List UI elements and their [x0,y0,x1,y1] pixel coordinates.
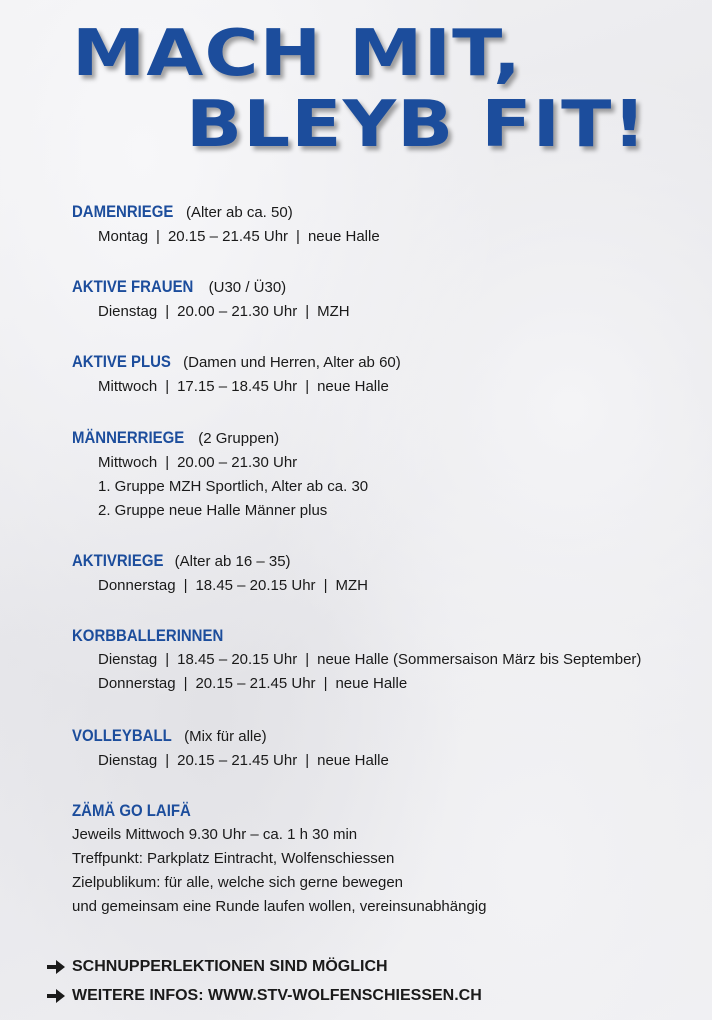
footer [46,952,666,1010]
section-aktive-frauen [72,275,692,324]
section-note: (U30 / Ü30) [208,279,287,296]
section-title [72,426,692,451]
section-name: DAMENRIEGE [72,202,174,221]
section-name: AKTIVRIEGE [72,551,164,570]
section-aktive-plus [72,350,692,399]
section-maennerriege [72,426,692,523]
section-damenriege [72,200,692,249]
time: 20.15 – 21.45 Uhr [177,752,298,769]
day: Dienstag [98,651,158,668]
schedule-line: Mittwoch | 17.15 – 18.45 Uhr | neue Halle [98,378,389,395]
footer-item-infos [46,981,666,1010]
section-note: (Alter ab ca. 50) [185,204,293,221]
schedule-line [72,499,692,523]
headline-line-2: BLEYB FIT! [186,88,648,162]
section-korbballerinnen [72,624,692,696]
location: MZH [335,577,368,594]
day: Mittwoch [98,378,158,395]
section-title [72,275,692,300]
day: Donnerstag [98,675,176,692]
schedule-line: Donnerstag | 20.15 – 21.45 Uhr | neue Halle [98,675,408,692]
section-name: MÄNNERRIEGE [72,428,185,447]
day: Donnerstag [98,577,176,594]
time: 20.00 – 21.30 Uhr [177,454,298,471]
headline-line-1: MACH MIT, [72,17,523,91]
section-zaemae-go-laifae [72,799,692,919]
location: neue Halle [317,752,389,769]
section-note: (Damen und Herren, Alter ab 60) [183,354,401,371]
section-name: KORBBALLERINNEN [72,626,224,645]
info-line: Treffpunkt: Parkplatz Eintracht, Wolfenschiessen [72,850,395,867]
schedule-line [72,475,692,499]
section-name: AKTIVE FRAUEN [72,277,194,296]
day: Montag [98,228,149,245]
schedule-line: Donnerstag | 18.45 – 20.15 Uhr | MZH [98,577,368,594]
section-name: AKTIVE PLUS [72,352,171,371]
arrow-right-icon [46,988,66,1004]
location: neue Halle (Sommersaison März bis September) [317,651,642,668]
info-line: Jeweils Mittwoch 9.30 Uhr – ca. 1 h 30 min [72,826,358,843]
day: Mittwoch [98,454,158,471]
day: Dienstag [98,303,158,320]
footer-text: SCHNUPPERLEKTIONEN SIND MÖGLICH [72,957,388,975]
section-title [72,200,692,225]
section-name: ZÄMÄ GO LAIFÄ [72,801,191,820]
location: neue Halle [335,675,408,692]
section-title [72,350,692,375]
section-title [72,624,692,648]
schedule-line: Dienstag | 20.00 – 21.30 Uhr | MZH [98,303,350,320]
schedule-line: Dienstag | 20.15 – 21.45 Uhr | neue Halle [98,752,389,769]
section-aktivriege [72,549,692,598]
section-title [72,799,692,823]
group-info: 2. Gruppe neue Halle Männer plus [98,502,328,519]
section-volleyball [72,724,692,773]
time: 20.00 – 21.30 Uhr [177,303,298,320]
footer-item-schnupper [46,952,666,981]
time: 18.45 – 20.15 Uhr [177,651,298,668]
time: 20.15 – 21.45 Uhr [195,675,316,692]
section-note: (Alter ab 16 – 35) [174,553,291,570]
time: 18.45 – 20.15 Uhr [195,577,316,594]
info-line: Zielpublikum: für alle, welche sich gerne bewegen [72,874,404,891]
section-note: (Mix für alle) [184,728,267,745]
time: 17.15 – 18.45 Uhr [177,378,298,395]
schedule-line: Mittwoch | 20.00 – 21.30 Uhr [98,454,298,471]
time: 20.15 – 21.45 Uhr [167,228,289,245]
section-title [72,724,692,749]
location: MZH [317,303,350,320]
footer-link[interactable]: WEITERE INFOS: WWW.STV-WOLFENSCHIESSEN.CH [72,986,482,1004]
schedule-line: Montag | 20.15 – 21.45 Uhr | neue Halle [98,228,380,245]
group-info: 1. Gruppe MZH Sportlich, Alter ab ca. 30 [98,478,369,495]
section-title [72,549,692,574]
day: Dienstag [98,752,158,769]
info-line: und gemeinsam eine Runde laufen wollen, vereinsunabhängig [72,898,487,915]
location: neue Halle [317,378,389,395]
section-note: (2 Gruppen) [198,430,280,447]
arrow-right-icon [46,959,66,975]
section-name: VOLLEYBALL [72,726,172,745]
location: neue Halle [307,228,380,245]
schedule-line: Dienstag | 18.45 – 20.15 Uhr | neue Halle (Sommersaison März bis September) [98,651,642,668]
